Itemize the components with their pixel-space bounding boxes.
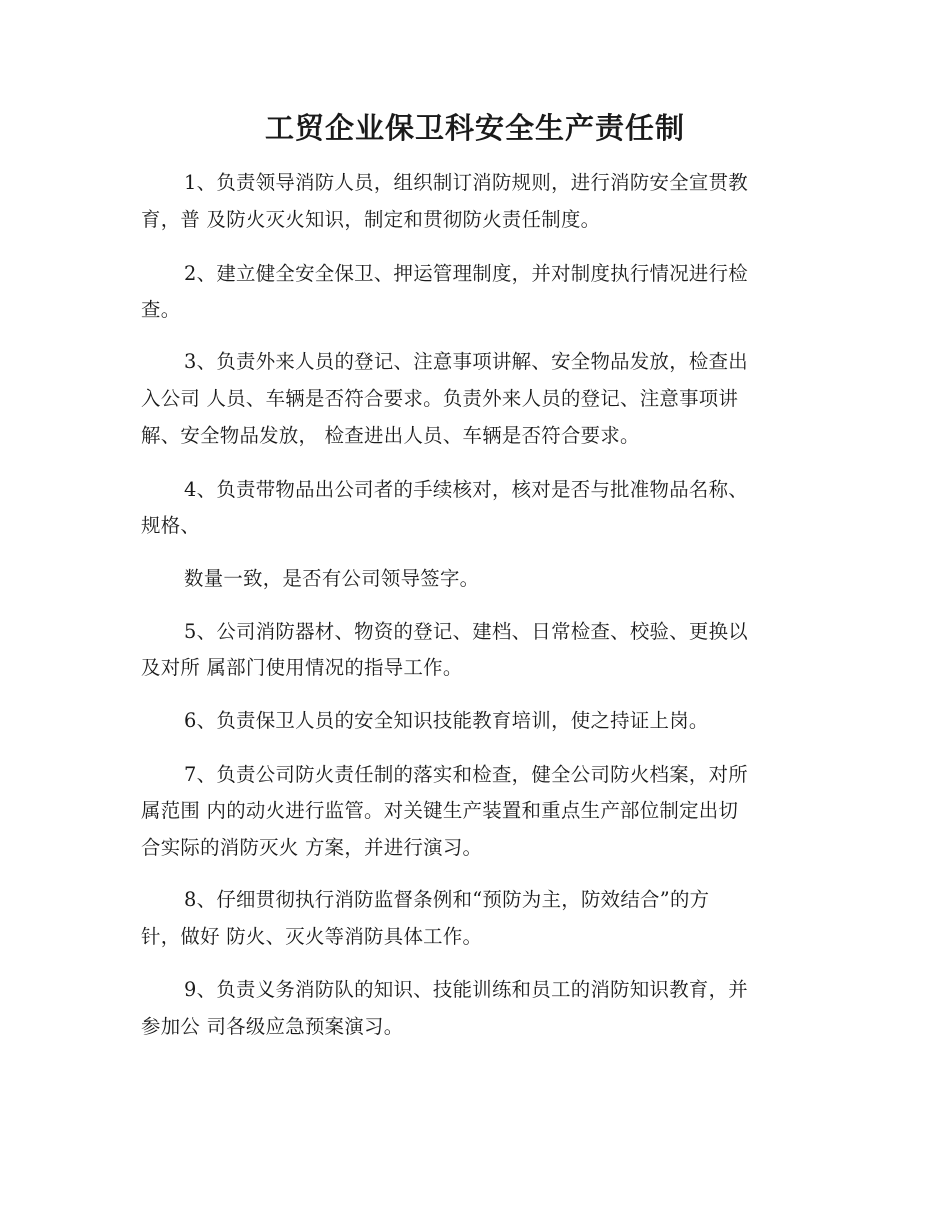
paragraph-3-line-3: 解、安全物品发放， 检查进出人员、车辆是否符合要求。 xyxy=(141,424,640,447)
paragraph-1-line-1: 1、负责领导消防人员，组织制订消防规则，进行消防安全宣贯教 xyxy=(184,171,748,194)
paragraph-2-line-2: 查。 xyxy=(141,298,181,321)
paragraph-5-line-1: 5、公司消防器材、物资的登记、建档、日常检查、校验、更换以 xyxy=(184,620,748,643)
paragraph-5-line-2: 及对所 属部门使用情况的指导工作。 xyxy=(141,656,463,679)
document-title: 工贸企业保卫科安全生产责任制 xyxy=(264,111,685,145)
paragraph-6-line-1: 6、负责保卫人员的安全知识技能教育培训，使之持证上岗。 xyxy=(184,709,709,732)
paragraph-3-line-2: 入公司 人员、车辆是否符合要求。负责外来人员的登记、注意事项讲 xyxy=(141,387,739,410)
paragraph-4-line-2: 规格、 xyxy=(141,514,201,537)
paragraph-9-line-2: 参加公 司各级应急预案演习。 xyxy=(141,1015,404,1038)
paragraph-4-line-3: 数量一致，是否有公司领导签字。 xyxy=(184,567,480,590)
paragraph-7-line-2: 属范围 内的动火进行监管。对关键生产装置和重点生产部位制定出切 xyxy=(141,799,739,822)
paragraph-1-line-2: 育，普 及防火灭火知识，制定和贯彻防火责任制度。 xyxy=(141,208,601,231)
paragraph-7-line-3: 合实际的消防灭火 方案，并进行演习。 xyxy=(141,836,483,859)
paragraph-7-line-1: 7、负责公司防火责任制的落实和检查，健全公司防火档案，对所 xyxy=(184,763,748,786)
paragraph-9-line-1: 9、负责义务消防队的知识、技能训练和员工的消防知识教育，并 xyxy=(184,978,748,1001)
paragraph-8-line-2: 针，做好 防火、灭火等消防具体工作。 xyxy=(141,925,483,948)
paragraph-3-line-1: 3、负责外来人员的登记、注意事项讲解、安全物品发放，检查出 xyxy=(184,350,748,373)
paragraph-2-line-1: 2、建立健全安全保卫、押运管理制度，并对制度执行情况进行检 xyxy=(184,262,748,285)
paragraph-8-line-1: 8、仔细贯彻执行消防监督条例和“预防为主，防效结合”的方 xyxy=(184,888,710,911)
paragraph-4-line-1: 4、负责带物品出公司者的手续核对，核对是否与批准物品名称、 xyxy=(184,478,748,501)
